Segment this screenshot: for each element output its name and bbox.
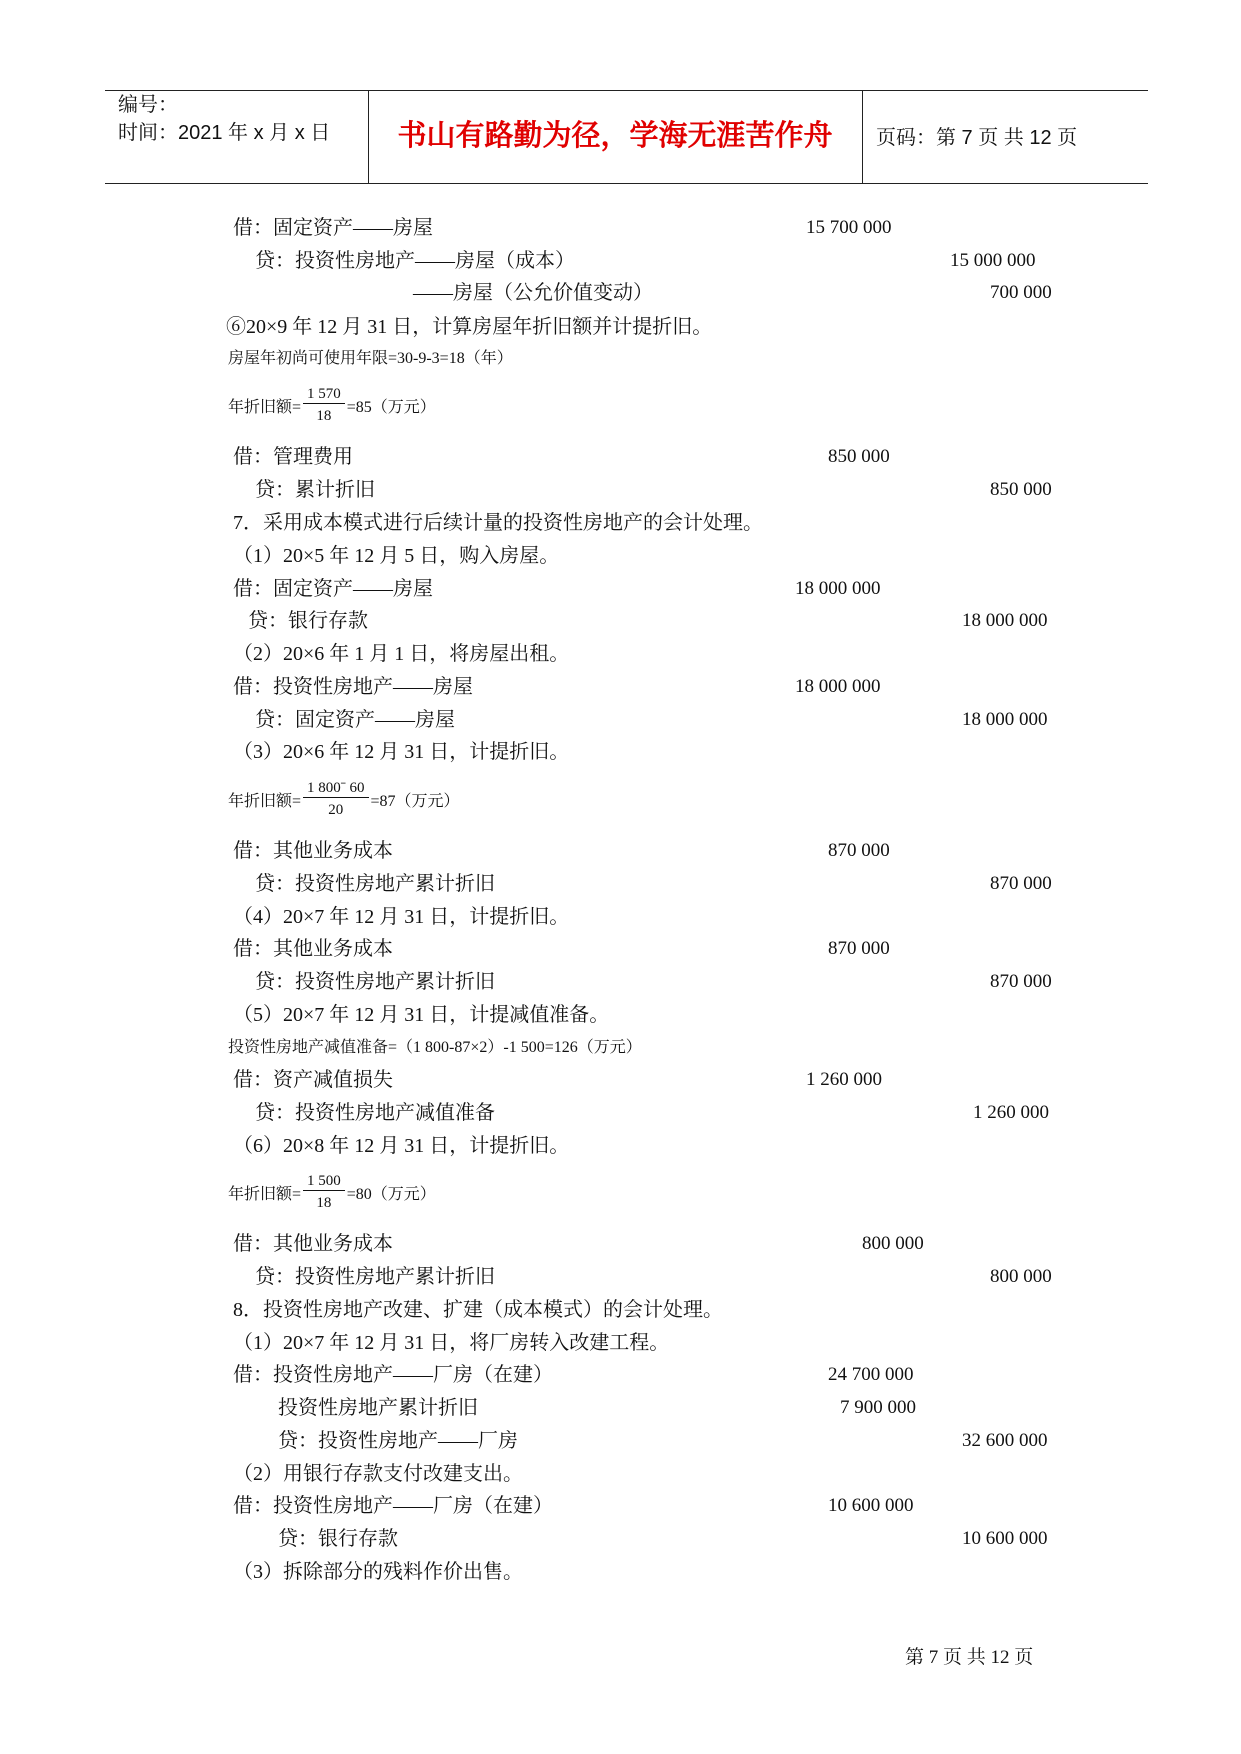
- header-motto: 书山有路勤为径，学海无涯苦作舟: [397, 120, 833, 152]
- calculation-note: 房屋年初尚可使用年限=30-9-3=18（年）: [228, 350, 513, 367]
- journal-line: ——房屋（公允价值变动）: [413, 282, 653, 304]
- page-info: 页码：第 7 页 共 12 页: [876, 127, 1078, 149]
- fraction-denominator: 18: [316, 408, 332, 424]
- debit-amount: 18 000 000: [795, 578, 881, 599]
- page-footer: 第 7 页 共 12 页: [905, 1647, 1034, 1668]
- fraction: [303, 779, 369, 819]
- journal-line: 借：投资性房地产——厂房（在建）: [233, 1495, 553, 1517]
- journal-line: 贷：投资性房地产——厂房: [278, 1430, 518, 1452]
- debit-amount: 1 260 000: [806, 1069, 882, 1090]
- credit-amount: 870 000: [990, 971, 1052, 992]
- header-top-rule: [105, 90, 1148, 91]
- journal-line: 贷：投资性房地产减值准备: [255, 1102, 495, 1124]
- fraction-numerator: 1 570: [307, 386, 341, 402]
- journal-line: 投资性房地产累计折旧: [278, 1397, 478, 1419]
- credit-amount: 700 000: [990, 282, 1052, 303]
- journal-line: 借：管理费用: [233, 446, 353, 468]
- fraction: [303, 385, 345, 425]
- fraction: [303, 1172, 345, 1212]
- header-bottom-rule: [105, 183, 1148, 184]
- step-heading: （2）20×6 年 1 月 1 日，将房屋出租。: [233, 643, 570, 665]
- journal-line: 贷：投资性房地产——房屋（成本）: [255, 250, 575, 272]
- credit-amount: 18 000 000: [962, 610, 1048, 631]
- step-heading: （1）20×7 年 12 月 31 日，将厂房转入改建工程。: [233, 1332, 670, 1354]
- depreciation-formula: [228, 1166, 436, 1218]
- debit-amount: 18 000 000: [795, 676, 881, 697]
- journal-line: 借：资产减值损失: [233, 1069, 393, 1091]
- fraction-numerator: 1 800ˉ 60: [307, 780, 365, 796]
- journal-line: 贷：投资性房地产累计折旧: [255, 873, 495, 895]
- formula-prefix: 年折旧额=: [228, 398, 302, 416]
- section-heading: 8．投资性房地产改建、扩建（成本模式）的会计处理。: [233, 1299, 723, 1321]
- header-divider: [862, 90, 863, 183]
- debit-amount: 870 000: [828, 840, 890, 861]
- journal-line: 借：固定资产——房屋: [233, 578, 433, 600]
- journal-line: 借：投资性房地产——房屋: [233, 676, 473, 698]
- debit-amount: 800 000: [862, 1233, 924, 1254]
- calculation-note: 投资性房地产减值准备=（1 800-87×2）-1 500=126（万元）: [228, 1039, 642, 1056]
- step-heading: （2）用银行存款支付改建支出。: [233, 1463, 523, 1485]
- journal-line: 借：投资性房地产——厂房（在建）: [233, 1364, 553, 1386]
- fraction-denominator: 18: [316, 1195, 332, 1211]
- section-heading: 7．采用成本模式进行后续计量的投资性房地产的会计处理。: [233, 512, 763, 534]
- journal-line: 借：固定资产——房屋: [233, 217, 433, 239]
- credit-amount: 15 000 000: [950, 250, 1036, 271]
- credit-amount: 32 600 000: [962, 1430, 1048, 1451]
- debit-amount: 7 900 000: [840, 1397, 916, 1418]
- step-heading: （5）20×7 年 12 月 31 日，计提减值准备。: [233, 1004, 610, 1026]
- journal-line: 借：其他业务成本: [233, 840, 393, 862]
- debit-amount: 10 600 000: [828, 1495, 914, 1516]
- step-heading: （4）20×7 年 12 月 31 日，计提折旧。: [233, 906, 570, 928]
- formula-result: =80（万元）: [346, 1185, 436, 1203]
- debit-amount: 15 700 000: [806, 217, 892, 238]
- depreciation-formula: [228, 773, 460, 825]
- fraction-numerator: 1 500: [307, 1173, 341, 1189]
- step-heading: （6）20×8 年 12 月 31 日，计提折旧。: [233, 1135, 570, 1157]
- journal-line: 贷：累计折旧: [255, 479, 375, 501]
- section-heading: ⑥20×9 年 12 月 31 日，计算房屋年折旧额并计提折旧。: [226, 316, 713, 338]
- document-number-label: 编号：: [118, 94, 178, 116]
- document-date: 时间：2021 年 x 月 x 日: [118, 122, 331, 144]
- debit-amount: 850 000: [828, 446, 890, 467]
- journal-line: 贷：固定资产——房屋: [255, 709, 455, 731]
- step-heading: （1）20×5 年 12 月 5 日，购入房屋。: [233, 545, 560, 567]
- journal-line: 贷：银行存款: [278, 1528, 398, 1550]
- step-heading: （3）拆除部分的残料作价出售。: [233, 1561, 523, 1583]
- credit-amount: 1 260 000: [973, 1102, 1049, 1123]
- fraction-denominator: 20: [328, 802, 344, 818]
- credit-amount: 870 000: [990, 873, 1052, 894]
- debit-amount: 870 000: [828, 938, 890, 959]
- debit-amount: 24 700 000: [828, 1364, 914, 1385]
- credit-amount: 10 600 000: [962, 1528, 1048, 1549]
- journal-line: 贷：银行存款: [248, 610, 368, 632]
- journal-line: 贷：投资性房地产累计折旧: [255, 1266, 495, 1288]
- journal-line: 贷：投资性房地产累计折旧: [255, 971, 495, 993]
- formula-result: =85（万元）: [346, 398, 436, 416]
- credit-amount: 850 000: [990, 479, 1052, 500]
- formula-prefix: 年折旧额=: [228, 792, 302, 810]
- credit-amount: 800 000: [990, 1266, 1052, 1287]
- journal-line: 借：其他业务成本: [233, 1233, 393, 1255]
- depreciation-formula: [228, 379, 436, 431]
- step-heading: （3）20×6 年 12 月 31 日，计提折旧。: [233, 741, 570, 763]
- formula-prefix: 年折旧额=: [228, 1185, 302, 1203]
- formula-result: =87（万元）: [370, 792, 460, 810]
- journal-line: 借：其他业务成本: [233, 938, 393, 960]
- credit-amount: 18 000 000: [962, 709, 1048, 730]
